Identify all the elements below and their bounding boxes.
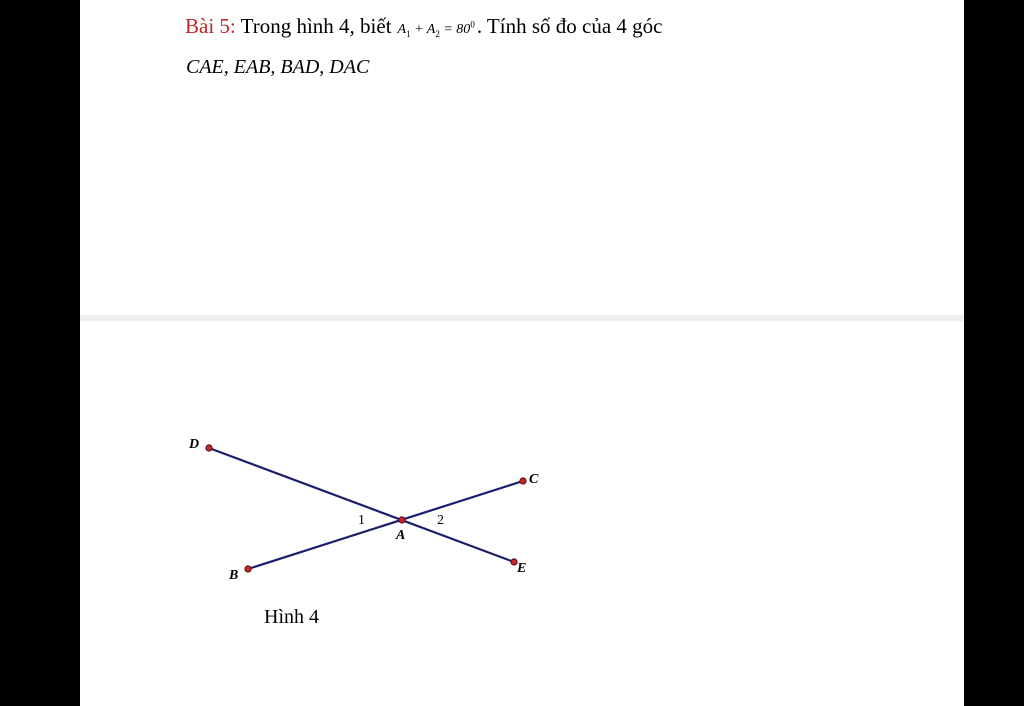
label-c: C [529,472,539,487]
formula-a1-sub: 1 [406,28,411,39]
formula-a1: A [397,22,407,37]
angle-label-2: 2 [437,513,444,528]
formula-degree: 0 [470,19,475,30]
geometry-figure [80,0,964,706]
formula-eq: = 80 [439,22,471,37]
angle-label-1: 1 [358,513,365,528]
line-de [209,448,514,562]
problem-label: Bài 5: [185,14,236,38]
point-c [520,478,526,484]
label-a: A [396,528,406,543]
point-d [206,445,212,451]
label-b: B [229,568,239,583]
problem-text-after: . Tính số đo của 4 góc [476,14,663,38]
formula-plus: + [410,22,427,37]
document-page [80,0,964,706]
label-d: D [189,437,200,452]
formula-a2-sub: 2 [435,28,440,39]
problem-text-before: Trong hình 4, biết [235,14,392,38]
figure-caption: Hình 4 [264,606,319,628]
point-b [245,566,251,572]
point-a [399,517,405,523]
angles-list: CAE, EAB, BAD, DAC [186,56,370,78]
label-e: E [517,561,527,576]
line-bc [248,481,523,569]
formula-a2: A [426,22,436,37]
